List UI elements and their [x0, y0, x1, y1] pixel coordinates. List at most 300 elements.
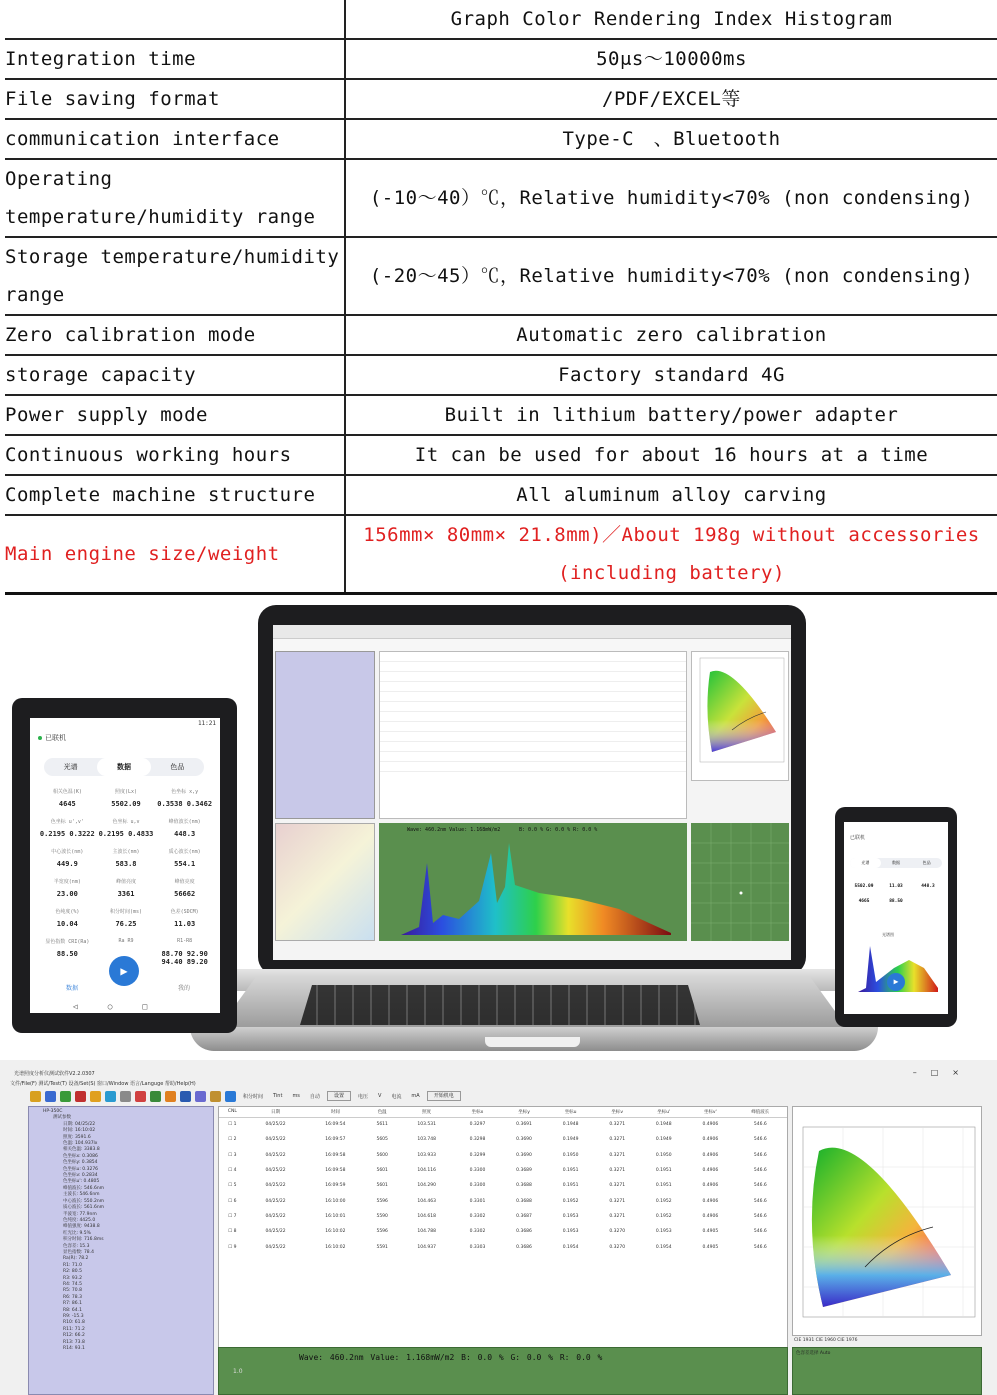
spec-row	[5, 237, 997, 315]
app-spec-info: Wave: 460.2nm Value: 1.168mW/m2 B: 0.0 % G: 0.0 % R: 0.0 %	[299, 1353, 603, 1362]
tablet-measurement	[38, 908, 97, 928]
table-row[interactable]	[219, 1209, 787, 1224]
table-row[interactable]	[219, 1163, 787, 1178]
table-cell: 16:09:58	[325, 1152, 346, 1158]
phone-tab[interactable]: 色品	[922, 860, 931, 865]
toolbar-label: mA	[411, 1093, 420, 1099]
table-cell: 04/25/22	[265, 1198, 286, 1204]
measurement-value: 88.70 92.90 94.40 89.20	[161, 950, 208, 966]
tablet-measurement	[97, 818, 156, 838]
table-cell: 103.748	[417, 1137, 436, 1143]
tablet-tab[interactable]: 色品	[170, 763, 185, 771]
tree-root[interactable]: HP-350C	[43, 1109, 63, 1114]
measurement-label: 色坐标 x,y	[171, 789, 199, 795]
tree-item[interactable]: 峰值强度: 9438.8	[63, 1224, 100, 1230]
app-spectrum-panel	[218, 1347, 788, 1395]
table-cell: 104.290	[417, 1183, 436, 1189]
table-row[interactable]	[219, 1132, 787, 1147]
tree-item[interactable]: 照度: 3591.6	[63, 1134, 91, 1140]
laptop-spec-rgb: B: 0.0 % G: 0.0 % R: 0.0 %	[519, 827, 598, 833]
table-cell: 546.6	[753, 1168, 767, 1174]
tree-item[interactable]: 峰值波长: 546.6nm	[63, 1185, 105, 1191]
tree-item[interactable]: R7: 86.1	[63, 1301, 82, 1307]
spec-row	[5, 159, 997, 237]
table-cell: 0.3271	[609, 1198, 626, 1204]
laptop-table-row	[380, 672, 686, 682]
table-cell: 16:10:02	[325, 1229, 346, 1235]
table-row[interactable]	[219, 1224, 787, 1239]
spec-key: communication interface	[5, 119, 345, 159]
table-cell: 16:10:01	[325, 1213, 346, 1219]
table-cell: 0.3303	[469, 1244, 486, 1250]
measurement-value: 554.1	[174, 860, 196, 868]
tablet-measurement	[38, 818, 97, 838]
tree-item[interactable]: 主波长: 546.6nm	[63, 1192, 100, 1198]
table-cell: 0.1948	[655, 1122, 672, 1128]
row-number: 6	[233, 1198, 237, 1204]
laptop-chroma-grid	[691, 823, 789, 941]
measurement-value: 88.50	[56, 950, 78, 958]
measurement-label: 峰值亮度	[115, 879, 136, 885]
cie-mode-selector[interactable]: CIE 1931 CIE 1960 CIE 1976	[794, 1338, 858, 1343]
tablet-measurement	[38, 788, 97, 808]
window-controls[interactable]: –□×	[912, 1068, 973, 1077]
spec-key: Operating temperature/humidity range	[5, 159, 345, 237]
tablet-measurement	[155, 908, 214, 928]
tree-item[interactable]: 红光比: 9.5%	[63, 1230, 91, 1236]
toolbar-icon[interactable]	[165, 1091, 176, 1102]
tree-item[interactable]: R4: 74.5	[63, 1281, 82, 1287]
toolbar-icon[interactable]	[30, 1091, 41, 1102]
laptop-screen	[273, 625, 791, 960]
table-row[interactable]	[219, 1178, 787, 1193]
tree-item[interactable]: R2: 80.5	[63, 1269, 82, 1275]
table-cell: 16:09:59	[325, 1183, 346, 1189]
measurement-label: 相关色温(K)	[52, 789, 82, 795]
measurement-value: 76.25	[115, 920, 137, 928]
laptop-notch	[485, 1037, 580, 1047]
spec-value: Built in lithium battery/power adapter	[345, 395, 997, 435]
row-checkbox[interactable]: ☐	[228, 1244, 234, 1250]
table-cell: 0.1952	[655, 1198, 672, 1204]
laptop-cie-svg	[692, 652, 790, 782]
spec-value: Factory standard 4G	[345, 355, 997, 395]
spec-row	[5, 515, 997, 594]
tablet-measurement	[38, 938, 97, 966]
tree-item[interactable]: 质心波长: 561.6nm	[63, 1205, 105, 1211]
toolbar-button[interactable]: 设置	[327, 1091, 351, 1101]
tree-item[interactable]: 色温: 104.937lx	[63, 1141, 98, 1147]
toolbar-label: 自动	[309, 1093, 320, 1100]
table-cell: 546.6	[753, 1244, 767, 1250]
table-cell: 0.3690	[516, 1137, 532, 1143]
tree-item[interactable]: R6: 78.3	[63, 1294, 82, 1300]
measurement-value: 10.04	[56, 920, 78, 928]
laptop-table-row	[380, 712, 686, 722]
laptop-tree-panel	[275, 651, 375, 819]
table-cell: 0.1949	[562, 1137, 579, 1143]
table-cell	[219, 1117, 246, 1132]
column-header[interactable]: 日期	[246, 1107, 306, 1117]
spec-row	[5, 39, 997, 79]
spec-value: Graph Color Rendering Index Histogram	[345, 0, 997, 39]
toolbar-icon[interactable]	[120, 1091, 131, 1102]
spec-row	[5, 315, 997, 355]
table-cell: 0.1951	[562, 1183, 579, 1189]
table-cell: 0.3270	[609, 1229, 626, 1235]
row-checkbox[interactable]: ☐	[228, 1213, 234, 1219]
laptop-keyboard	[300, 985, 700, 1025]
laptop-table-row	[380, 742, 686, 752]
tablet-tab[interactable]: 光谱	[63, 763, 78, 771]
measurement-label: Ra R9	[118, 938, 134, 944]
phone-value: 5502.09	[854, 884, 874, 889]
table-cell: 0.1953	[562, 1229, 579, 1235]
table-cell: 0.3691	[516, 1122, 532, 1128]
laptop-table-row	[380, 682, 686, 692]
table-cell: 0.4906	[702, 1213, 719, 1219]
phone-value: 11.03	[889, 884, 903, 889]
table-cell: 0.3271	[609, 1168, 626, 1174]
table-cell: 16:10:02	[325, 1244, 346, 1250]
table-cell: 0.3271	[609, 1183, 626, 1189]
tree-item[interactable]: 色坐标v: 0.2834	[63, 1173, 98, 1179]
tree-item[interactable]: R1: 71.0	[63, 1262, 82, 1268]
tree-item[interactable]: R10: 61.8	[63, 1320, 85, 1326]
tree-item[interactable]: 积分时间: 716.8ms	[63, 1237, 104, 1243]
measurement-value: 3361	[117, 890, 135, 898]
tablet-measurement	[97, 788, 156, 808]
table-cell: 103.531	[417, 1122, 436, 1128]
column-header[interactable]: 坐标u	[547, 1107, 594, 1117]
measurement-value: 56662	[174, 890, 196, 898]
table-cell: 5600	[376, 1152, 388, 1158]
table-cell: 04/25/22	[265, 1213, 286, 1219]
table-cell	[219, 1193, 246, 1208]
spec-row	[5, 119, 997, 159]
laptop-table-row	[380, 692, 686, 702]
laptop-spec-info: Wave: 460.2nm Value: 1.168mW/m2	[407, 827, 501, 833]
phone-connection-status: 已联机	[850, 835, 866, 841]
row-number: 9	[233, 1244, 237, 1250]
table-cell: 546.6	[753, 1213, 767, 1219]
phone-tabs[interactable]	[850, 858, 942, 868]
tree-item[interactable]: 半波宽: 77.9nm	[63, 1211, 97, 1217]
tablet-screen	[30, 718, 220, 1013]
toolbar-icon[interactable]	[150, 1091, 161, 1102]
toolbar-label: 电压	[357, 1093, 368, 1100]
tree-item[interactable]: R5: 70.8	[63, 1288, 82, 1294]
table-cell: 0.1954	[562, 1244, 579, 1250]
measurement-value: 0.2195 0.3222	[39, 830, 95, 838]
spec-value: 50μs～10000ms	[345, 39, 997, 79]
tablet-footer-data[interactable]: 数据	[66, 985, 79, 992]
phone-play-button[interactable]: ▶	[887, 973, 905, 991]
table-cell: 104.937	[417, 1244, 436, 1250]
spec-row	[5, 395, 997, 435]
tablet-footer-mine[interactable]: 我的	[178, 985, 191, 992]
tree-item[interactable]: R11: 71.2	[63, 1326, 85, 1332]
row-checkbox[interactable]: ☐	[228, 1137, 234, 1143]
table-row[interactable]	[219, 1117, 787, 1132]
laptop-table-row	[380, 762, 686, 772]
tree-item[interactable]: 色坐标x: 0.3086	[63, 1153, 98, 1159]
table-cell: 0.3301	[469, 1198, 486, 1204]
app-toolbar	[30, 1089, 930, 1103]
measurement-value: 5502.09	[111, 800, 141, 808]
table-cell: 546.6	[753, 1152, 767, 1158]
table-cell: 0.3686	[516, 1244, 532, 1250]
toolbar-label: 电流	[391, 1093, 402, 1100]
table-cell: 0.1953	[655, 1229, 672, 1235]
tree-item[interactable]: 色坐标u: 0.3276	[63, 1166, 99, 1172]
tree-item[interactable]: 色纯度: 4425.0	[63, 1217, 96, 1223]
table-cell: 04/25/22	[265, 1152, 286, 1158]
tablet-connection-status	[38, 733, 66, 743]
phone-chart-label: 光谱图	[882, 932, 894, 937]
table-cell: 04/25/22	[265, 1244, 286, 1250]
table-cell: 0.3271	[609, 1137, 626, 1143]
table-cell: 04/25/22	[265, 1229, 286, 1235]
table-cell: 546.6	[753, 1198, 767, 1204]
table-cell: 0.3690	[516, 1152, 532, 1158]
table-cell: 104.116	[417, 1168, 436, 1174]
measurement-label: 色差(SDCM)	[170, 909, 199, 915]
laptop-table-row	[380, 652, 686, 662]
table-cell: 0.3302	[469, 1229, 486, 1235]
toolbar-icon[interactable]	[210, 1091, 221, 1102]
phone-screen	[844, 822, 948, 1014]
table-cell: 5605	[376, 1137, 388, 1143]
tree-item[interactable]: R9: -15.3	[63, 1314, 84, 1319]
row-checkbox[interactable]: ☐	[228, 1198, 234, 1204]
table-cell: 0.4905	[702, 1244, 719, 1250]
tree-item[interactable]: 中心波长: 550.2nm	[63, 1198, 105, 1204]
column-header[interactable]: 照度	[399, 1107, 454, 1117]
table-cell: 5590	[376, 1213, 388, 1219]
tablet-measurement	[97, 848, 156, 868]
tree-item[interactable]: 相关色温: 3383.8	[63, 1147, 100, 1153]
connected-dot-icon	[38, 736, 42, 740]
spec-value: Type-C 、Bluetooth	[345, 119, 997, 159]
table-cell	[219, 1209, 246, 1224]
tablet-tabs[interactable]	[44, 758, 204, 776]
tree-item[interactable]: R12: 66.2	[63, 1333, 85, 1339]
column-header[interactable]: 坐标v	[594, 1107, 641, 1117]
measurement-label: 色坐标 u,v	[112, 819, 140, 825]
tree-item[interactable]: R8: 64.1	[63, 1307, 82, 1313]
tree-item[interactable]: R3: 93.2	[63, 1275, 82, 1281]
tablet-tab[interactable]: 数据	[97, 758, 150, 776]
column-header[interactable]: 色温	[365, 1107, 399, 1117]
table-cell: 104.463	[417, 1198, 436, 1204]
row-number: 5	[233, 1183, 237, 1189]
table-cell	[219, 1163, 246, 1178]
desktop-app-window	[0, 1060, 997, 1395]
column-header[interactable]: 坐标y	[501, 1107, 548, 1117]
toolbar-icon[interactable]	[135, 1091, 146, 1102]
table-cell: 04/25/22	[265, 1122, 286, 1128]
laptop-menubar	[273, 625, 791, 639]
tree-item[interactable]: 色坐标u': 0.4805	[63, 1179, 100, 1185]
table-cell: 0.4906	[702, 1137, 719, 1143]
tree-item[interactable]: R14: 93.1	[63, 1346, 85, 1352]
spec-row	[5, 0, 997, 39]
spec-value: /PDF/EXCEL等	[345, 79, 997, 119]
table-cell: 0.3271	[609, 1152, 626, 1158]
table-cell: 5596	[376, 1198, 388, 1204]
table-cell: 04/25/22	[265, 1137, 286, 1143]
tree-item[interactable]: 显色指数: 78.4	[63, 1249, 94, 1255]
column-header[interactable]: 时间	[305, 1107, 365, 1117]
table-cell: 0.3688	[516, 1183, 532, 1189]
column-header[interactable]: 坐标u'	[640, 1107, 687, 1117]
table-cell: 0.3297	[469, 1122, 486, 1128]
table-cell	[219, 1132, 246, 1147]
toolbar-icon[interactable]	[90, 1091, 101, 1102]
toolbar-icon[interactable]	[75, 1091, 86, 1102]
table-cell: 0.1952	[655, 1213, 672, 1219]
tablet-nav-bar[interactable]: ◁○□	[72, 1002, 178, 1011]
measurement-label: 峰值波长(nm)	[168, 819, 201, 825]
spec-row	[5, 435, 997, 475]
measurement-value: 4645	[58, 800, 76, 808]
measurement-label: 色纯度(%)	[55, 909, 80, 915]
laptop-toolbar	[273, 639, 791, 651]
spec-key: File saving format	[5, 79, 345, 119]
table-cell: 546.6	[753, 1183, 767, 1189]
phone-value: 88.50	[889, 899, 903, 904]
tolerance-select[interactable]: 色容差选择 Auto	[796, 1351, 831, 1356]
laptop-table-row	[380, 722, 686, 732]
phone-value: 448.3	[921, 884, 935, 889]
table-cell: 0.3687	[516, 1213, 532, 1219]
table-row[interactable]	[219, 1148, 787, 1163]
toolbar-icon[interactable]	[195, 1091, 206, 1102]
row-number: 7	[233, 1213, 237, 1219]
row-checkbox[interactable]: ☐	[228, 1229, 234, 1235]
tablet-measurement	[155, 938, 214, 966]
phone-value: 4665	[858, 899, 870, 904]
toolbar-label: ms	[292, 1093, 300, 1099]
table-cell	[219, 1178, 246, 1193]
toolbar-icon[interactable]	[180, 1091, 191, 1102]
column-header[interactable]: 坐标x	[454, 1107, 501, 1117]
laptop-spectrum	[379, 823, 687, 941]
table-cell: 103.933	[417, 1152, 436, 1158]
table-cell: 0.4906	[702, 1183, 719, 1189]
tablet-measurement	[97, 908, 156, 928]
table-cell: 16:09:57	[325, 1137, 346, 1143]
table-cell: 0.1948	[562, 1122, 579, 1128]
measurement-label: 色坐标 u',v'	[50, 819, 84, 825]
table-cell: 546.6	[753, 1122, 767, 1128]
toolbar-icon[interactable]	[105, 1091, 116, 1102]
phone-value	[912, 899, 944, 904]
table-cell: 0.1950	[562, 1152, 579, 1158]
measurement-value: 448.3	[174, 830, 196, 838]
app-menubar[interactable]: 文件/File(F) 测试/Test(T) 设备/Set(S) 窗口/Window 语言/Languge 帮助/Help(H)	[10, 1081, 196, 1087]
spec-key: Power supply mode	[5, 395, 345, 435]
spec-value: (-20～45）℃，Relative humidity<70% (non condensing)	[345, 237, 997, 315]
table-row[interactable]	[219, 1193, 787, 1208]
measurement-label: 照度(Lx)	[114, 789, 138, 795]
toolbar-icon[interactable]	[45, 1091, 56, 1102]
table-cell: 0.3298	[469, 1137, 486, 1143]
tablet-measurement	[155, 878, 214, 898]
spec-row	[5, 79, 997, 119]
table-cell: 04/25/22	[265, 1168, 286, 1174]
table-cell: 0.4906	[702, 1152, 719, 1158]
row-number: 4	[233, 1168, 237, 1174]
tree-item[interactable]: 时间: 16:10:02	[63, 1128, 96, 1134]
table-cell: 5596	[376, 1229, 388, 1235]
row-checkbox[interactable]: ☐	[228, 1152, 234, 1158]
spec-value: (-10～40）℃，Relative humidity<70% (non condensing)	[345, 159, 997, 237]
tablet-measurement	[155, 818, 214, 838]
phone-values	[848, 884, 944, 904]
play-button[interactable]: ▶	[109, 956, 139, 986]
tablet-measurement	[155, 848, 214, 868]
toolbar-label: V	[377, 1093, 382, 1099]
toolbar-button[interactable]: 开始机电	[427, 1091, 461, 1101]
table-cell	[219, 1148, 246, 1163]
table-cell: 16:09:58	[325, 1168, 346, 1174]
app-cie-diagram	[792, 1106, 982, 1336]
table-cell: 0.3300	[469, 1183, 486, 1189]
app-spec-y-tick: 1.0	[233, 1368, 243, 1375]
tree-item[interactable]: R13: 73.8	[63, 1339, 85, 1345]
tree-item[interactable]: 日期: 04/25/22	[63, 1121, 96, 1127]
row-checkbox[interactable]: ☐	[228, 1122, 234, 1128]
app-parameter-tree[interactable]	[28, 1106, 214, 1395]
tree-item[interactable]: 色坐标y: 0.3854	[63, 1160, 98, 1166]
toolbar-icon[interactable]	[60, 1091, 71, 1102]
table-cell: 0.4906	[702, 1122, 719, 1128]
column-header[interactable]: 坐标v'	[687, 1107, 734, 1117]
phone-tab[interactable]: 光谱	[850, 858, 881, 868]
laptop-table-row	[380, 752, 686, 762]
tablet-measurement	[155, 788, 214, 808]
column-header[interactable]: CNL	[219, 1107, 246, 1117]
tablet-measurement	[38, 848, 97, 868]
measurement-value: 23.00	[56, 890, 78, 898]
tree-header[interactable]: 测试参数	[53, 1115, 71, 1121]
phone-tab[interactable]: 数据	[892, 860, 900, 865]
table-cell: 0.1951	[562, 1168, 579, 1174]
measurement-value: 0.3538 0.3462	[157, 800, 213, 808]
spec-value: All aluminum alloy carving	[345, 475, 997, 515]
tree-item[interactable]: Ra(R): 78.2	[63, 1256, 89, 1262]
laptop-data-table	[379, 651, 687, 819]
spec-key: Integration time	[5, 39, 345, 79]
table-cell: 0.3689	[516, 1168, 532, 1174]
spec-key: Storage temperature/humidity range	[5, 237, 345, 315]
row-checkbox[interactable]: ☐	[228, 1183, 234, 1189]
column-header[interactable]: 峰值波长	[734, 1107, 787, 1117]
measurement-label: 显色指数 CRI(Ra)	[45, 939, 90, 945]
tree-item[interactable]: 色容差: 15.3	[63, 1243, 90, 1249]
table-cell: 16:09:54	[325, 1122, 346, 1128]
row-checkbox[interactable]: ☐	[228, 1168, 234, 1174]
tablet-measurement	[38, 878, 97, 898]
spec-key: Continuous working hours	[5, 435, 345, 475]
toolbar-icon[interactable]	[225, 1091, 236, 1102]
table-row[interactable]	[219, 1239, 787, 1254]
spec-key: Zero calibration mode	[5, 315, 345, 355]
spec-row	[5, 475, 997, 515]
tablet-measurement-grid	[38, 788, 214, 966]
